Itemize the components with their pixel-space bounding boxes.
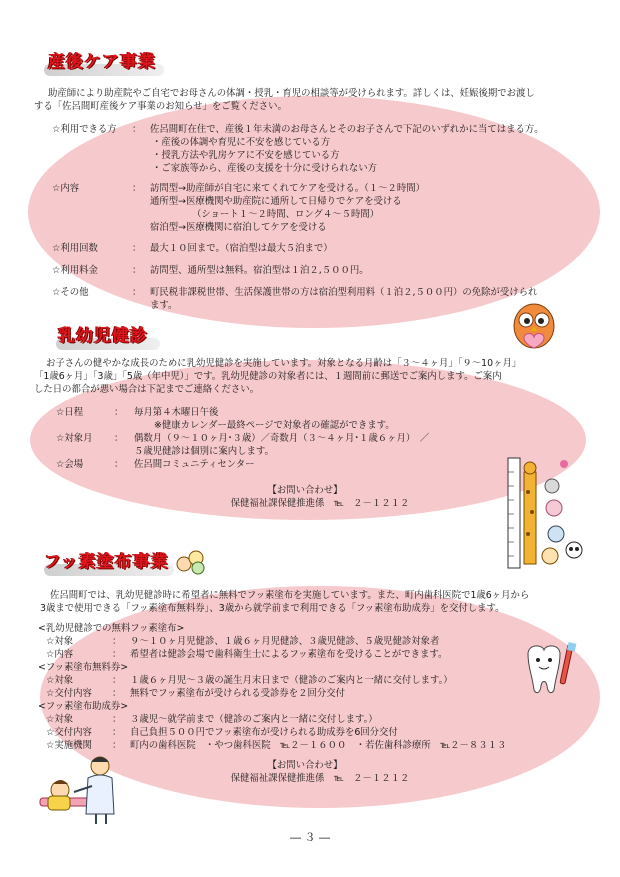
- free-fluoride-header: <乳幼児健診での無料フッ素塗布>: [38, 623, 185, 634]
- checkup-date-line: ※健康カレンダー最終ページで対象者の確認ができます。: [154, 420, 395, 431]
- postnatal-eligible-line: ・産後の体調や育児に不安を感じている方: [152, 137, 331, 148]
- checkup-date-line: 毎月第４木曜日午後: [134, 407, 219, 418]
- colon: ：: [112, 649, 122, 660]
- growth-chart-animals-illustration: [504, 452, 594, 572]
- voucher-issue-value: 無料でフッ素塗布が受けられる受診券を２回分交付: [130, 688, 345, 699]
- fluoride-contact: 保健福祉課保健推進係 ℡ ２－１２１２: [230, 773, 410, 784]
- fluoride-title: フッ素塗布事業: [44, 552, 169, 572]
- postnatal-content-line: 通所型→医療機関や助産院に通所して日帰りでケアを受ける: [150, 196, 402, 207]
- checkup-intro-3: した日の都合が悪い場合は下記までご連絡ください。: [34, 384, 260, 395]
- tooth-toothbrush-illustration: [520, 640, 580, 696]
- checkup-title: 乳幼児健診: [58, 326, 148, 346]
- postnatal-times-label: ☆利用回数: [52, 243, 98, 254]
- checkup-intro-2: 「1歳6ヶ月」「3歳」「5歳（年中児）」です。乳幼児健診の対象者には、１週間前に郵送でご案内します。ご案内: [34, 371, 502, 382]
- fluoride-contact-title: 【お問い合わせ】: [267, 760, 343, 771]
- colon: ：: [112, 714, 122, 725]
- voucher-target-value: １歳６ヶ月児～３歳の誕生月末日まで（健診のご案内と一緒に交付します。）: [130, 675, 453, 686]
- checkup-contact-title: 【お問い合わせ】: [267, 485, 343, 496]
- colon: ：: [112, 675, 122, 686]
- postnatal-intro-1: 助産師により助産院やご自宅でお母さんの体調・授乳・育児の相談等が受けられます。詳しくは、妊娠後期でお渡し: [48, 88, 535, 99]
- postnatal-content-line: （ショート１～２時間、ロング４～５時間）: [192, 209, 380, 220]
- voucher-target-label: ☆対象: [46, 675, 74, 686]
- postnatal-other-line: 町民税非課税世帯、生活保護世帯の方は宿泊型利用料（１泊２,５００円）の免除が受けられ: [150, 287, 538, 298]
- children-faces-icon: [176, 548, 206, 574]
- colon: ：: [114, 433, 124, 444]
- postnatal-fee-line: 訪問型、通所型は無料。宿泊型は１泊２,５００円。: [150, 265, 369, 276]
- free-target-label: ☆対象: [46, 636, 74, 647]
- colon: ：: [112, 740, 122, 751]
- postnatal-content-line: 宿泊型→医療機関に宿泊してケアを受ける: [150, 222, 327, 233]
- postnatal-other-line: ます。: [150, 300, 178, 311]
- postnatal-times-line: 最大１０回まで。（宿泊型は最大５泊まで）: [150, 243, 333, 254]
- postnatal-content-line: 訪問型→助産師が自宅に来てくれてケアを受ける。（１～２時間）: [150, 183, 426, 194]
- colon: ：: [112, 636, 122, 647]
- postnatal-title: 産後ケア事業: [48, 52, 156, 72]
- colon: ：: [112, 688, 122, 699]
- checkup-contact: 保健福祉課保健推進係 ℡ ２－１２１２: [230, 498, 410, 509]
- colon: ：: [132, 265, 142, 276]
- postnatal-fee-label: ☆利用料金: [52, 265, 98, 276]
- dentist-child-illustration: [34, 748, 126, 826]
- postnatal-eligible-line: ・ご家族等から、産後の支援を十分に受けられない方: [152, 163, 378, 174]
- voucher-header: <フッ素塗布無料券>: [38, 662, 129, 673]
- postnatal-content-label: ☆内容: [52, 183, 80, 194]
- subsidy-header: <フッ素塗布助成券>: [38, 701, 129, 712]
- checkup-intro-1: お子さんの健やかな成長のために乳幼児健診を実施しています。対象となる月齢は「３～４ヶ月」「９～10ヶ月」: [46, 358, 522, 369]
- subsidy-target-value: ３歳児～就学前まで（健診のご案内と一緒に交付します。）: [130, 714, 378, 725]
- owl-heart-illustration: [508, 300, 560, 352]
- colon: ：: [132, 124, 142, 135]
- colon: ：: [112, 727, 122, 738]
- colon: ：: [132, 243, 142, 254]
- fluoride-intro-2: 3歳まで使用できる「フッ素塗布無料券」、3歳から就学前まで利用できる「フッ素塗布助成券」を交付します。: [40, 603, 505, 614]
- checkup-month-label: ☆対象月: [56, 433, 93, 444]
- page-number: ― ３ ―: [290, 831, 330, 844]
- checkup-month-line: ５歳児健診は個別に案内します。: [134, 446, 274, 457]
- free-content-value: 希望者は健診会場で歯科衛生士によるフッ素塗布を受けることができます。: [130, 649, 448, 660]
- checkup-venue-label: ☆会場: [56, 459, 84, 470]
- free-target-value: ９～１０ヶ月児健診、１歳６ヶ月児健診、３歳児健診、５歳児健診対象者: [130, 636, 440, 647]
- subsidy-clinic-label: ☆実施機関: [46, 740, 92, 751]
- postnatal-eligible-line: 佐呂間町在住で、産後１年未満のお母さんとそのお子さんで下記のいずれかに当てはまる方。: [150, 124, 544, 135]
- subsidy-clinic-value: 町内の歯科医院 ・やつ歯科医院 ℡２－１６００ ・若佐歯科診療所 ℡２－８３１３: [130, 740, 507, 751]
- postnatal-intro-2: する「佐呂間町産後ケア事業のお知らせ」をご覧ください。: [34, 101, 287, 112]
- subsidy-issue-label: ☆交付内容: [46, 727, 92, 738]
- subsidy-target-label: ☆対象: [46, 714, 74, 725]
- postnatal-eligible-line: ・授乳方法や乳房ケアに不安を感じている方: [152, 150, 340, 161]
- colon: ：: [114, 407, 124, 418]
- checkup-venue-line: 佐呂間コミュニティセンター: [134, 459, 255, 470]
- colon: ：: [132, 183, 142, 194]
- postnatal-eligible-label: ☆利用できる方: [52, 124, 117, 135]
- voucher-issue-label: ☆交付内容: [46, 688, 92, 699]
- checkup-month-line: 偶数月（９～１０ヶ月･３歳）／奇数月（３～４ヶ月･１歳６ヶ月） ／: [134, 433, 430, 444]
- subsidy-issue-value: 自己負担５００円でフッ素塗布が受けられる助成券を6回分交付: [130, 727, 398, 738]
- postnatal-other-label: ☆その他: [52, 287, 89, 298]
- free-content-label: ☆内容: [46, 649, 74, 660]
- colon: ：: [132, 287, 142, 298]
- checkup-date-label: ☆日程: [56, 407, 84, 418]
- fluoride-intro-1: 佐呂間町では、乳幼児健診時に希望者に無料でフッ素塗布を実施しています。また、町内歯科医院で1歳6ヶ月から: [50, 590, 530, 601]
- colon: ：: [114, 459, 124, 470]
